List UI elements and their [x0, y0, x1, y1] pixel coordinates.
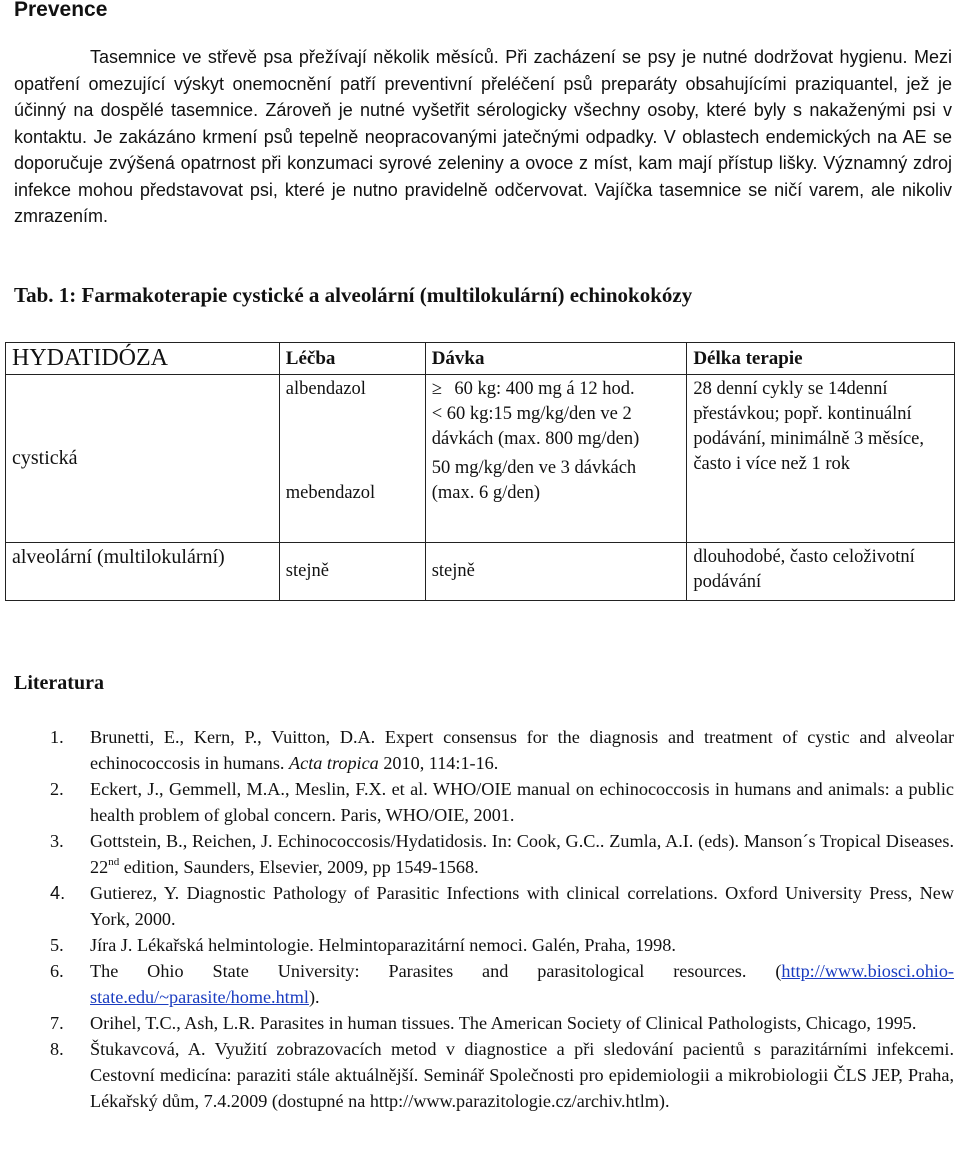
cell-drug-alveolarni — [279, 543, 425, 601]
reference-number: 8. — [50, 1039, 64, 1059]
intro-paragraph — [14, 44, 952, 230]
reference-item — [50, 828, 954, 880]
reference-text-end: ). — [308, 987, 320, 1007]
reference-number: 5. — [50, 935, 64, 955]
cell-drugs-cysticka — [279, 375, 425, 543]
reference-text: The Ohio State University: Parasites and parasitological resources. ( — [90, 961, 782, 981]
type-cysticka: cystická — [12, 447, 78, 469]
reference-number: 6. — [50, 961, 64, 981]
dose-albendazol-line2: < 60 kg:15 mg/kg/den ve 2 dávkách (max. 800 mg/den) — [431, 404, 640, 449]
reference-list — [50, 724, 954, 1114]
duration-alveolarni: dlouhodobé, často celoživotní podávání — [693, 547, 915, 592]
reference-text: Gutierez, Y. Diagnostic Pathology of Parasitic Infections with clinical correlations. Oxford University Press, New York, 2000. — [90, 883, 954, 929]
section-heading-prevence: Prevence — [14, 0, 108, 21]
table-caption: Tab. 1: Farmakoterapie cystické a alveolární (multilokulární) echinokokózy — [14, 283, 693, 307]
cell-dose-alveolarni — [425, 543, 687, 601]
reference-number: 2. — [50, 779, 64, 799]
literature-heading: Literatura — [14, 672, 104, 694]
reference-journal: Acta tropica — [289, 753, 379, 773]
type-alveolarni: alveolární (multilokulární) — [12, 546, 225, 568]
reference-text: Eckert, J., Gemmell, M.A., Meslin, F.X. et al. WHO/OIE manual on echinococcosis in humans and animals: a public health problem of global concern. Paris, WHO/OIE, 2001. — [90, 779, 954, 825]
reference-text: Gottstein, B., Reichen, J. Echinococcosis/Hydatidosis. In: Cook, G.C.. Zumla, A.I. (eds). Manson´s Tropical Diseases. 22 — [90, 831, 954, 877]
dose-albendazol-line1 — [432, 377, 681, 402]
header-hydatidoza: HYDATIDÓZA — [6, 343, 280, 375]
reference-item — [50, 880, 954, 932]
cell-duration-alveolarni — [687, 543, 955, 601]
reference-item — [50, 1036, 954, 1114]
header-davka: Dávka — [425, 343, 687, 375]
pharmacotherapy-table — [5, 342, 955, 601]
reference-text: Orihel, T.C., Ash, L.R. Parasites in human tissues. The American Society of Clinical Pathologists, Chicago, 1995. — [90, 1013, 917, 1033]
intro-text: Tasemnice ve střevě psa přežívají několik měsíců. Při zacházení se psy je nutné dodržovat hygienu. Mezi opatření omezující výskyt onemocnění patří preventivní přeléčení psů preparáty obsahujícími praziquantel, jež je účinný na dospělé tasemnice. Zároveň je nutné vyšetřit sérologicky všechny osoby, které byly s nakaženými psi v kontaktu. Je zakázáno krmení psů tepelně neopracovanými jatečnými odpadky. V oblastech endemických na AE se doporučuje zvýšená opatrnost při konzumaci syrové zeleniny a ovoce z míst, kam mají přístup lišky. Významný zdroj infekce mohou představovat psi, které je nutno pravidelně odčervovat. Vajíčka tasemnice se ničí varem, ale nikoliv zmrazením. — [14, 47, 952, 226]
cell-type-alveolarni — [6, 543, 280, 601]
reference-text-end: 2010, 114:1-16. — [378, 753, 499, 773]
dose-mebendazol: 50 mg/kg/den ve 3 dávkách (max. 6 g/den) — [431, 458, 637, 503]
table-row-cysticka — [6, 375, 955, 543]
reference-link[interactable]: http://www.biosci.ohio-state.edu/~parasite/home.html — [90, 961, 954, 1007]
drug-albendazol: albendazol — [285, 379, 366, 399]
greater-equal-symbol: ≥ — [431, 379, 442, 399]
cell-type-cysticka — [6, 375, 280, 543]
dose-alveolarni: stejně — [431, 561, 475, 581]
reference-item — [50, 1010, 954, 1036]
reference-text-end: edition, Saunders, Elsevier, 2009, pp 1549-1568. — [119, 857, 479, 877]
header-delka-terapie: Délka terapie — [687, 343, 955, 375]
dose-albendazol-adult: 60 kg: 400 mg á 12 hod. — [454, 379, 635, 399]
cell-duration-cysticka — [687, 375, 955, 543]
reference-text: Brunetti, E., Kern, P., Vuitton, D.A. Expert consensus for the diagnosis and treatment of cystic and alveolar echinococcosis in humans. — [90, 727, 954, 773]
reference-item — [50, 958, 954, 1010]
drug-mebendazol: mebendazol — [285, 483, 376, 503]
header-lecba: Léčba — [279, 343, 425, 375]
drug-alveolarni: stejně — [285, 561, 329, 581]
reference-number: 1. — [50, 727, 64, 747]
reference-number: 7. — [50, 1013, 64, 1033]
reference-text: Štukavcová, A. Využití zobrazovacích metod v diagnostice a při sledování pacientů s parazitárními infekcemi. Cestovní medicína: paraziti stále aktuálnější. Seminář Společnosti pro epidemiologii a mikrobiologii ČLS JEP, Praha, Lékařský dům, 7.4.2009 (dostupné na http://www.parazitologie.cz/archiv.htlm). — [90, 1039, 954, 1111]
reference-number: 4. — [50, 883, 66, 903]
reference-item — [50, 932, 954, 958]
reference-superscript: nd — [108, 856, 120, 868]
reference-item — [50, 776, 954, 828]
table-header-row — [6, 343, 955, 375]
table-row-alveolarni — [6, 543, 955, 601]
cell-doses-cysticka — [425, 375, 687, 543]
reference-item — [50, 724, 954, 776]
reference-number: 3. — [50, 831, 64, 851]
reference-text: Jíra J. Lékařská helmintologie. Helmintoparazitární nemoci. Galén, Praha, 1998. — [90, 935, 676, 955]
duration-cysticka: 28 denní cykly se 14denní přestávkou; popř. kontinuální podávání, minimálně 3 měsíce, často i více než 1 rok — [693, 379, 924, 474]
